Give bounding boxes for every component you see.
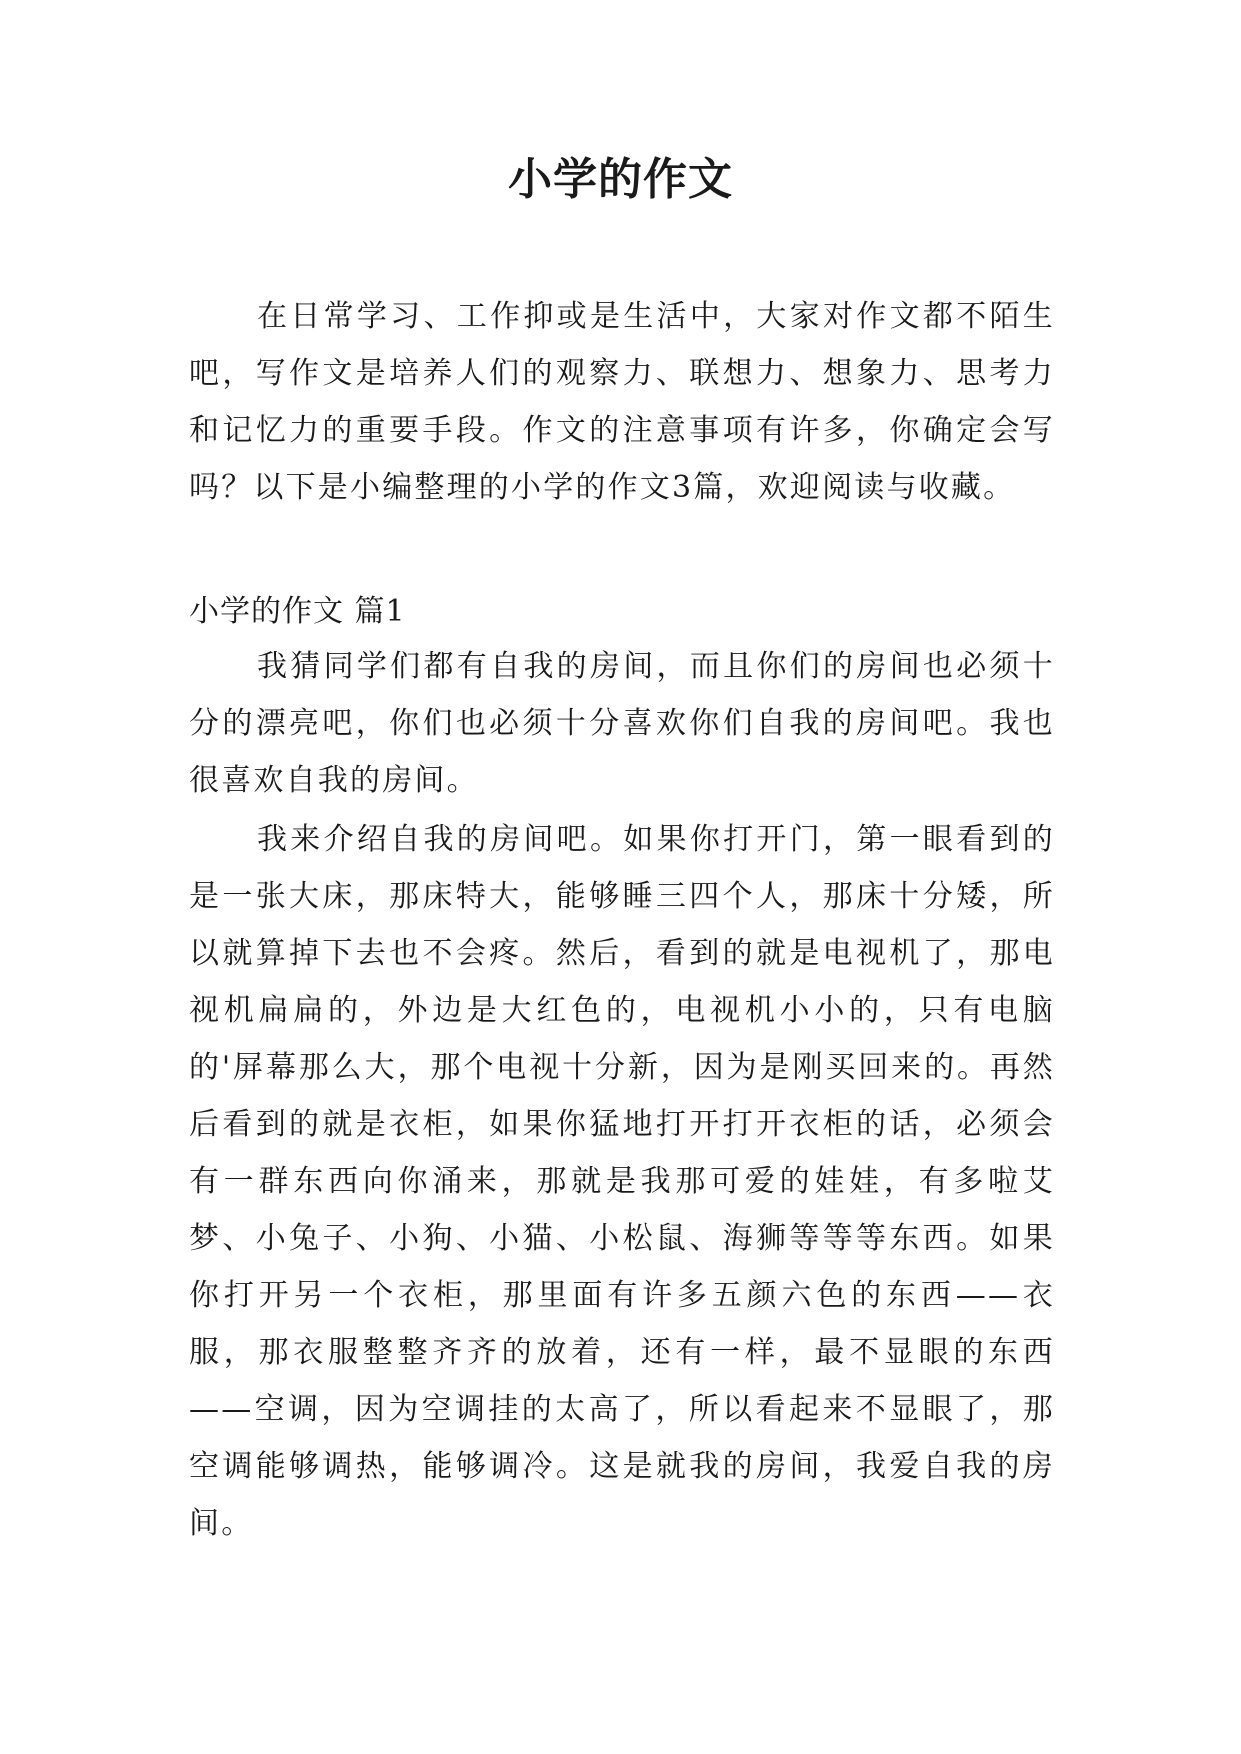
page-title: 小学的作文 bbox=[508, 154, 733, 205]
intro-paragraph: 在日常学习、工作抑或是生活中，大家对作文都不陌生吧，写作文是培养人们的观察力、联想力、想象力、思考力和记忆力的重要手段。作文的注意事项有许多，你确定会写吗？以下是小编整理的小学的作文3篇，欢迎阅读与收藏。 bbox=[189, 299, 1055, 505]
body-paragraph-1: 我猜同学们都有自我的房间，而且你们的房间也必须十分的漂亮吧，你们也必须十分喜欢你们自我的房间吧。我也很喜欢自我的房间。 bbox=[189, 649, 1055, 798]
section-heading: 小学的作文 篇1 bbox=[189, 594, 406, 629]
body-paragraph-2: 我来介绍自我的房间吧。如果你打开门，第一眼看到的是一张大床，那床特大，能够睡三四个人，那床十分矮，所以就算掉下去也不会疼。然后，看到的就是电视机了，那电视机扁扁的，外边是大红色的，电视机小小的，只有电脑的'屏幕那么大，那个电视十分新，因为是刚买回来的。再然后看到的就是衣柜，如果你猛地打开打开衣柜的话，必须会有一群东西向你涌来，那就是我那可爱的娃娃，有多啦艾梦、小兔子、小狗、小猫、小松鼠、海狮等等等东西。如果你打开另一个衣柜，那里面有许多五颜六色的东西——衣服，那衣服整整齐齐的放着，还有一样，最不显眼的东西——空调，因为空调挂的太高了，所以看起来不显眼了，那空调能够调热，能够调冷。这是就我的房间，我爱自我的房间。 bbox=[189, 822, 1055, 1541]
